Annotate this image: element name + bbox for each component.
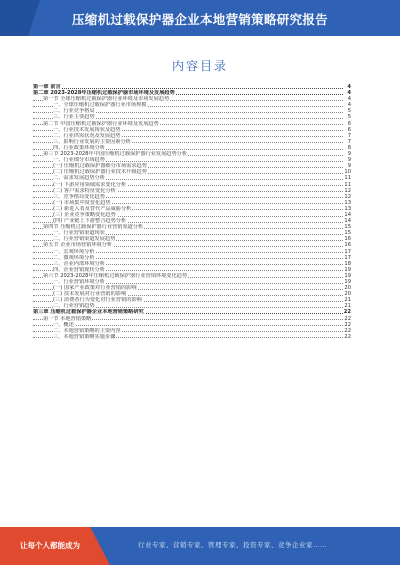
toc-entry-label: 一、全球压缩机过载保护器行业市场规模 [53,102,147,109]
toc-heading: 内容目录 [171,59,228,73]
toc-entry-label: 二、行业营销趋势 [53,303,95,310]
toc-page-number: 22 [344,315,351,322]
toc-page-number: 4 [343,84,351,90]
toc-page-number: 12 [344,193,351,200]
toc-page-number: 22 [343,309,351,316]
toc-entry-label: 三、影响行业发展的主要因素分析 [53,138,131,145]
toc-page-number: 10 [344,169,351,176]
toc-page-number: 6 [343,121,351,127]
toc-entry-label: (三) 企业竞争策略变化趋势 [53,211,116,218]
toc-entry-label: 一、行业营销环境分析 [53,279,105,285]
toc-page-number: 13 [344,205,351,212]
toc-page-number: 6 [343,127,351,133]
toc-page-number: 21 [344,297,351,304]
toc-page-number: 20 [344,285,351,292]
toc-entry-label: 第二节 中国压缩机过载保护器行业环境及发展趋势 [43,120,159,127]
toc-page-number: 9 [343,157,351,163]
toc-entry-label: 四、行业政策环境分析 [53,144,105,151]
toc-entry-label: (二) 客户需求特征变化分析 [53,187,116,194]
toc-entry-label: 一、行业营销渠道现状 [53,230,105,237]
toc-entry-label: 三、企业内部环境分析 [53,260,105,267]
toc-page-number: 19 [344,272,351,279]
toc-entry-label: 第三章 压缩机过载保护器企业本地营销策略研究 [33,309,144,316]
toc-entry-label: 二、微观环境分析 [53,254,95,261]
toc-page-number: 22 [344,333,351,340]
toc-entry-label: 二、行业竞争格局 [53,108,95,115]
toc-page-number: 5 [343,114,351,120]
toc-page-number: 11 [344,181,351,188]
toc-entry-label: 第三节 2023-2028年中国压缩机过载保护器行业发展趋势分析 [43,151,188,158]
toc-page-number: 13 [344,199,351,206]
toc-entry-label: 一、宏观环境分析 [53,248,95,255]
toc-entry-label: 第五节 企业市场营销环境分析 [43,242,113,249]
toc-page-number: 11 [344,175,351,182]
toc-page-number: 16 [344,242,351,249]
toc-page-number: 4 [343,90,351,96]
footer-banner [0,527,400,565]
header-banner [0,0,400,36]
footer-tags: 行业专家、营销专家、管理专家、投资专家、竞争企业家…… [138,541,327,549]
toc-entry-label: 二、行业供需状况及发展趋势 [53,132,121,139]
toc-page-number: 5 [343,108,351,114]
toc-entry-label: 第一章 前言 [33,84,61,90]
toc-entry-label: 三、竞争格局变化趋势 [53,193,105,200]
toc-page-number: 14 [344,218,351,225]
toc-page-number: 4 [343,96,351,102]
toc-entry-label: (三) 消费者行为变化对行业营销的影响 [53,297,142,304]
toc-entry-label: (一) 压缩机过载保护器细分市场需求趋势 [53,163,147,170]
toc-page-number: 15 [344,224,351,231]
toc-entry-label: (二) 新进入者及替代产品威胁分析 [53,205,132,212]
toc-page-number: 18 [344,260,351,267]
toc-page-number: 17 [344,254,351,261]
toc-entry-label: 二、需求发展趋势分析 [53,175,105,182]
toc-entry-label: 四、企业营销现状分析 [53,266,105,273]
toc-entry-label: (四) 产业链上下游整合趋势分析 [53,218,127,225]
toc-entry-label: 二、本地营销策略的主要内容 [53,327,121,334]
toc-page-number: 7 [343,139,351,145]
toc-page-number: 19 [344,266,351,273]
toc-entry-label: 第一节 本地营销策略 [43,315,92,322]
toc-entry-label: (二) 压缩机过载保护器行业技术升级趋势 [53,169,147,176]
toc-entry[interactable] [33,334,351,340]
toc-entry-label: 第一节 全球压缩机过载保护器行业环境及市场发展趋势 [43,96,170,103]
toc-leader-dots [33,325,343,326]
toc-page-number: 22 [344,327,351,334]
toc-page-number: 12 [344,187,351,194]
toc-leader-dots [33,88,343,89]
toc-entry-label: 一、行业细分市场趋势 [53,157,105,164]
toc-entry-label: 一、概述 [53,321,74,328]
toc-page-number: 14 [344,211,351,218]
toc-entry-label: (一) 市场集中度变化趋势 [53,199,111,206]
toc-page-number: 4 [343,102,351,108]
toc-page-number: 8 [343,145,351,151]
toc-entry-label: 二、行业营销渠道发展趋势 [53,236,116,243]
toc-entry-label: 第六节 2023-2028年压缩机过载保护器行业营销环境变化趋势 [43,272,188,279]
footer-slogan: 让每个人都能成为 [20,541,80,550]
toc-page-number: 16 [344,236,351,243]
toc-entry-label: 三、行业主要趋势 [53,114,95,121]
toc-page-number: 19 [344,279,351,285]
toc-page-number: 9 [343,151,351,157]
toc-entry-label: (一) 国家产业政策对行业营销的影响 [53,285,137,292]
toc-page-number: 20 [344,291,351,298]
report-title: 压缩机过载保护器企业本地营销策略研究报告 [71,12,328,27]
table-of-contents [33,84,351,340]
toc-page-number: 22 [344,321,351,328]
toc-page-number: 15 [344,230,351,237]
toc-page-number: 21 [344,303,351,310]
toc-entry-label: (一) 下游应用领域需求变化分析 [53,181,127,188]
toc-page-number: 7 [343,133,351,139]
toc-page-number: 17 [344,248,351,255]
toc-entry-label: 三、本地营销策略实施步骤 [53,333,116,340]
toc-entry-label: 第二章 2023-2028年压缩机过载保护器市场环境及发展趋势 [33,90,175,97]
toc-page-number: 9 [343,163,351,169]
toc-entry-label: 第四节 压缩机过载保护器行业营销渠道分析 [43,224,144,231]
toc-entry-label: 一、行业技术发展现状及趋势 [53,126,121,133]
toc-entry-label: (二) 技术发展对行业营销的影响 [53,291,127,298]
